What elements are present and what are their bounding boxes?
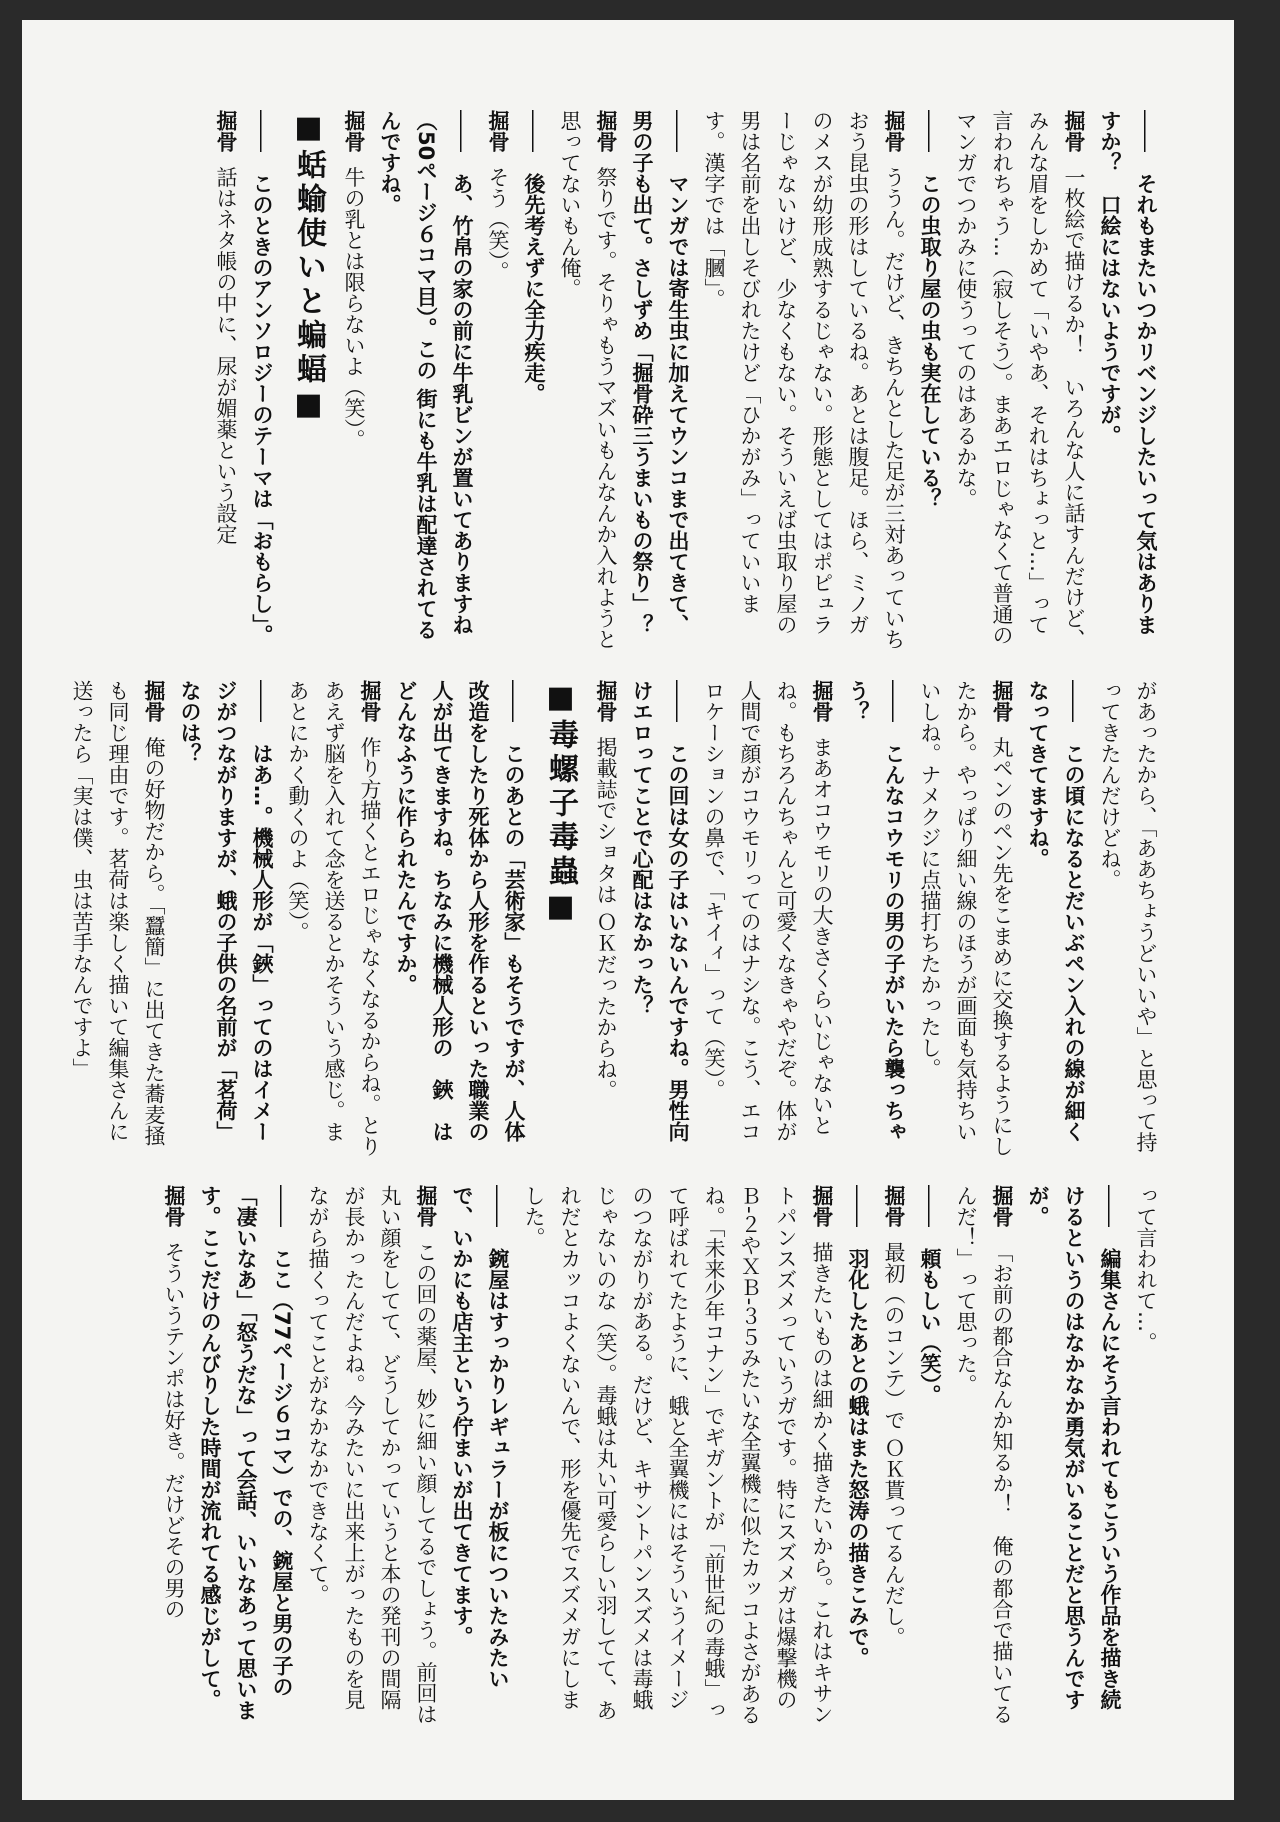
question-dash: ―― [882, 680, 906, 722]
question-dash: ―― [1062, 680, 1086, 722]
speaker-name: 掘骨 [594, 680, 618, 722]
answer-text: ううん。だけど、きちんとした足が三対あっていちおう昆虫の形はしているね。あとは腹足。ほら、ミノガのメスが幼形成熟するじゃない。形態としてはポピュラーじゃないけど、少なくもない。そういえば虫取り屋の男は名前を出しそびれたけど「ひかがみ」っていいます。漢字では「膕」。 [702, 110, 906, 650]
answer-text: 「お前の都合なんか知るか！ 俺の都合で描いてるんだ！」って思った。 [954, 1185, 1014, 1725]
text-tier-top [92, 110, 1164, 650]
interview-answer [64, 680, 172, 1160]
speaker-name: 掘骨 [142, 680, 166, 722]
question-dash: ―― [918, 110, 942, 152]
question-dash: ―― [270, 1185, 294, 1227]
speaker-name: 掘骨 [414, 1185, 438, 1227]
interview-question [912, 110, 948, 650]
question-dash: ―― [846, 1185, 870, 1227]
answer-text: 最初（のコンテ）で ＯＫ貰ってるんだし。 [882, 1241, 906, 1648]
speaker-name: 掘骨 [214, 110, 238, 152]
interview-answer [208, 110, 244, 650]
interview-question [372, 110, 480, 650]
speaker-name: 掘骨 [810, 1185, 834, 1227]
question-text: マンガでは寄生虫に加えてウンコまで出てきて、男の子も出て。さしずめ「掘骨砕三うまいもの祭り」？ [630, 110, 690, 635]
question-dash: ―― [522, 110, 546, 152]
question-text: 鋺屋はすっかりレギュラーが板についたみたいで、いかにも店主という佇まいが出てきてます。 [450, 1185, 510, 1689]
speaker-name: 掘骨 [594, 110, 618, 152]
question-text: 後先考えずに全力疾走。 [522, 173, 546, 404]
question-text: このあとの「芸術家」もそうですが、人体改造をしたり死体から人形を作るといった職業の人が出てきますね。ちなみに機械人形の 鋏 はどんなふうに作られたんですか。 [394, 680, 526, 1142]
question-text: 頼もしい（笑）。 [918, 1248, 942, 1406]
question-text: この頃になるとだいぶペン入れの線が細くなってきてますね。 [1026, 680, 1086, 1142]
interview-question [516, 110, 552, 650]
interview-answer [948, 110, 1092, 650]
interview-answer [588, 680, 624, 1160]
interview-question [172, 680, 280, 1160]
interview-answer [948, 1185, 1020, 1730]
speaker-name: 掘骨 [882, 1185, 906, 1227]
question-text: 羽化したあとの蛾はまた怒涛の描きこみで。 [846, 1248, 870, 1668]
interview-answer [300, 1185, 444, 1730]
speaker-name: 掘骨 [1062, 110, 1086, 152]
interview-question [912, 1185, 948, 1730]
text-tier-bottom [92, 1185, 1164, 1730]
interview-question [192, 1185, 300, 1730]
question-text: ここ（77ページ６コマ）での、鋺屋と男の子の「凄いなあ」「怒うだな」って会話、いいなあって思います。ここだけのんびりした時間が流れてる感じがして。 [198, 1185, 294, 1721]
answer-text: 祭りです。そりゃもうマズいもんなんか入れようと思ってないもん俺。 [558, 110, 618, 650]
question-dash: ―― [918, 1185, 942, 1227]
speaker-name: 掘骨 [358, 680, 382, 722]
answer-text: まあオコウモリの大きさくらいじゃないとね。もちろんちゃんと可愛くなきゃやだぞ。体が人間で顔がコウモリってのはナシな。こう、エコロケーションの鼻で、「キイィ」って（笑）。 [702, 680, 834, 1142]
question-text: それもまたいつかリベンジしたいって気はありますか？ 口絵にはないようですが。 [1098, 110, 1158, 635]
question-text: この虫取り屋の虫も実在している？ [918, 173, 942, 509]
answer-text: 丸ペンのペン先をこまめに交換するようにしたから。やっぱり細い線のほうが画面も気持ちいいしね。ナメクジに点描打ちたかったし。 [918, 680, 1014, 1157]
magazine-page [22, 20, 1234, 1800]
question-dash: ―― [502, 680, 526, 722]
answer-text: そう（笑）。 [486, 166, 510, 283]
text-tier-middle [70, 680, 1164, 1160]
speaker-name: 掘骨 [810, 680, 834, 722]
question-dash: ―― [666, 680, 690, 722]
answer-text: 作り方描くとエロじゃなくなるからね。とりあえず脳を入れて念を送るとかそういう感じ。まあとにかく動くのよ（笑）。 [286, 680, 382, 1157]
interview-answer [912, 680, 1020, 1160]
interview-question [444, 1185, 516, 1730]
speaker-name: 掘骨 [162, 1185, 186, 1227]
speaker-name: 掘骨 [342, 110, 366, 152]
interview-answer [280, 680, 388, 1160]
interview-question [840, 1185, 876, 1730]
interview-question [1020, 1185, 1128, 1730]
question-text: この回は女の子はいないんですね。男性向けエロってことで心配はなかった？ [630, 680, 690, 1142]
question-text: こんなコウモリの男の子がいたら襲っちゃう？ [846, 680, 906, 1142]
question-text: 編集さんにそう言われてもこういう作品を描き続けるというのはなかなか勇気がいることだと思うんですが。 [1026, 1185, 1122, 1710]
speaker-name: 掘骨 [990, 680, 1014, 722]
interview-answer [156, 1185, 192, 1730]
question-text: はあ…。機械人形が「鋏」ってのはイメージがつながりますが、蛾の子供の名前が「茗荷」なのは？ [178, 680, 274, 1142]
question-dash: ―― [1134, 110, 1158, 152]
interview-question [840, 680, 912, 1160]
answer-text: 掲載誌でショタは ＯＫだったからね。 [594, 736, 618, 1101]
answer-text: この回の薬屋、妙に細い顔してるでしょう。前回は丸い顔をしてて、どうしてかっていうと本の発刊の間隔が長かったんだよね。今みたいに出来上がったものを見ながら描くってことがなかなかできなくて。 [306, 1185, 438, 1725]
question-text: あ、竹帛の家の前に牛乳ビンが置いてありますね（50ページ６コマ目）。この 街にも牛乳は配達されてるんですね。 [378, 110, 474, 641]
interview-answer [696, 110, 912, 650]
answer-text: 俺の好物だから。「蠶簡」に出てきた蕎麦掻も同じ理由です。茗荷は楽しく描いて編集さんに送ったら「実は僕、虫は苦手なんですよ」 [70, 680, 166, 1147]
interview-answer [516, 1185, 840, 1730]
interview-answer [552, 110, 624, 650]
continued-text: があったから、「ああちょうどいいや」と思って持ってきたんだけどね。 [1098, 680, 1158, 1153]
speaker-name: 掘骨 [882, 110, 906, 152]
question-text: このときのアンソロジーのテーマは「おもらし」。 [250, 173, 274, 646]
speaker-name: 掘骨 [486, 110, 510, 152]
answer-text: そういうテンポは好き。だけどその男の [162, 1241, 186, 1620]
speaker-name: 掘骨 [990, 1185, 1014, 1227]
question-dash: ―― [450, 110, 474, 152]
section-heading: ■蛞蝓使いと蝙蝠■ [291, 110, 326, 426]
question-dash: ―― [1098, 1185, 1122, 1227]
interview-answer [696, 680, 840, 1160]
interview-answer [336, 110, 372, 650]
answer-text: 描きたいものは細かく描きたいから。これはキサントパンスズメっていうガです。特にスズメガは爆撃機のＢ-２やＸＢ-３５みたいな全翼機に似たカッコよさがあるね。「未来少年コナン」でギガントが「前世紀の毒蛾」って呼ばれてたように、蛾と全翼機にはそういうイメージのつながりがある。だけど、キサントパンスズメは毒蛾じゃないのな（笑）。毒蛾は丸い可愛らしい羽してて、あれだとカッコよくないんで、形を優先でスズメガにしました。 [522, 1185, 834, 1726]
question-dash: ―― [666, 110, 690, 152]
interview-answer [480, 110, 516, 650]
interview-question [388, 680, 532, 1160]
answer-text: 一枚絵で描けるか！ いろんな人に話すんだけど、みんな眉をしかめて「いやあ、それはちょっと…」って言われちゃう…（寂しそう）。まあエロじゃなくて普通のマンガでつかみに使うってのはあるかな。 [954, 110, 1086, 650]
answer-text: 牛の乳とは限らないよ（笑）。 [342, 166, 366, 451]
question-dash: ―― [250, 680, 274, 722]
section-heading: ■毒螺子毒蟲■ [543, 680, 578, 928]
interview-answer [876, 1185, 912, 1730]
answer-text: 話はネタ帳の中に、尿が媚薬という設定 [214, 166, 238, 545]
interview-question [1020, 680, 1092, 1160]
interview-question [244, 110, 280, 650]
question-dash: ―― [250, 110, 274, 152]
interview-question [624, 680, 696, 1160]
interview-question [624, 110, 696, 650]
continued-text: って言われて…。 [1134, 1185, 1158, 1353]
interview-question [1092, 110, 1164, 650]
question-dash: ―― [486, 1185, 510, 1227]
